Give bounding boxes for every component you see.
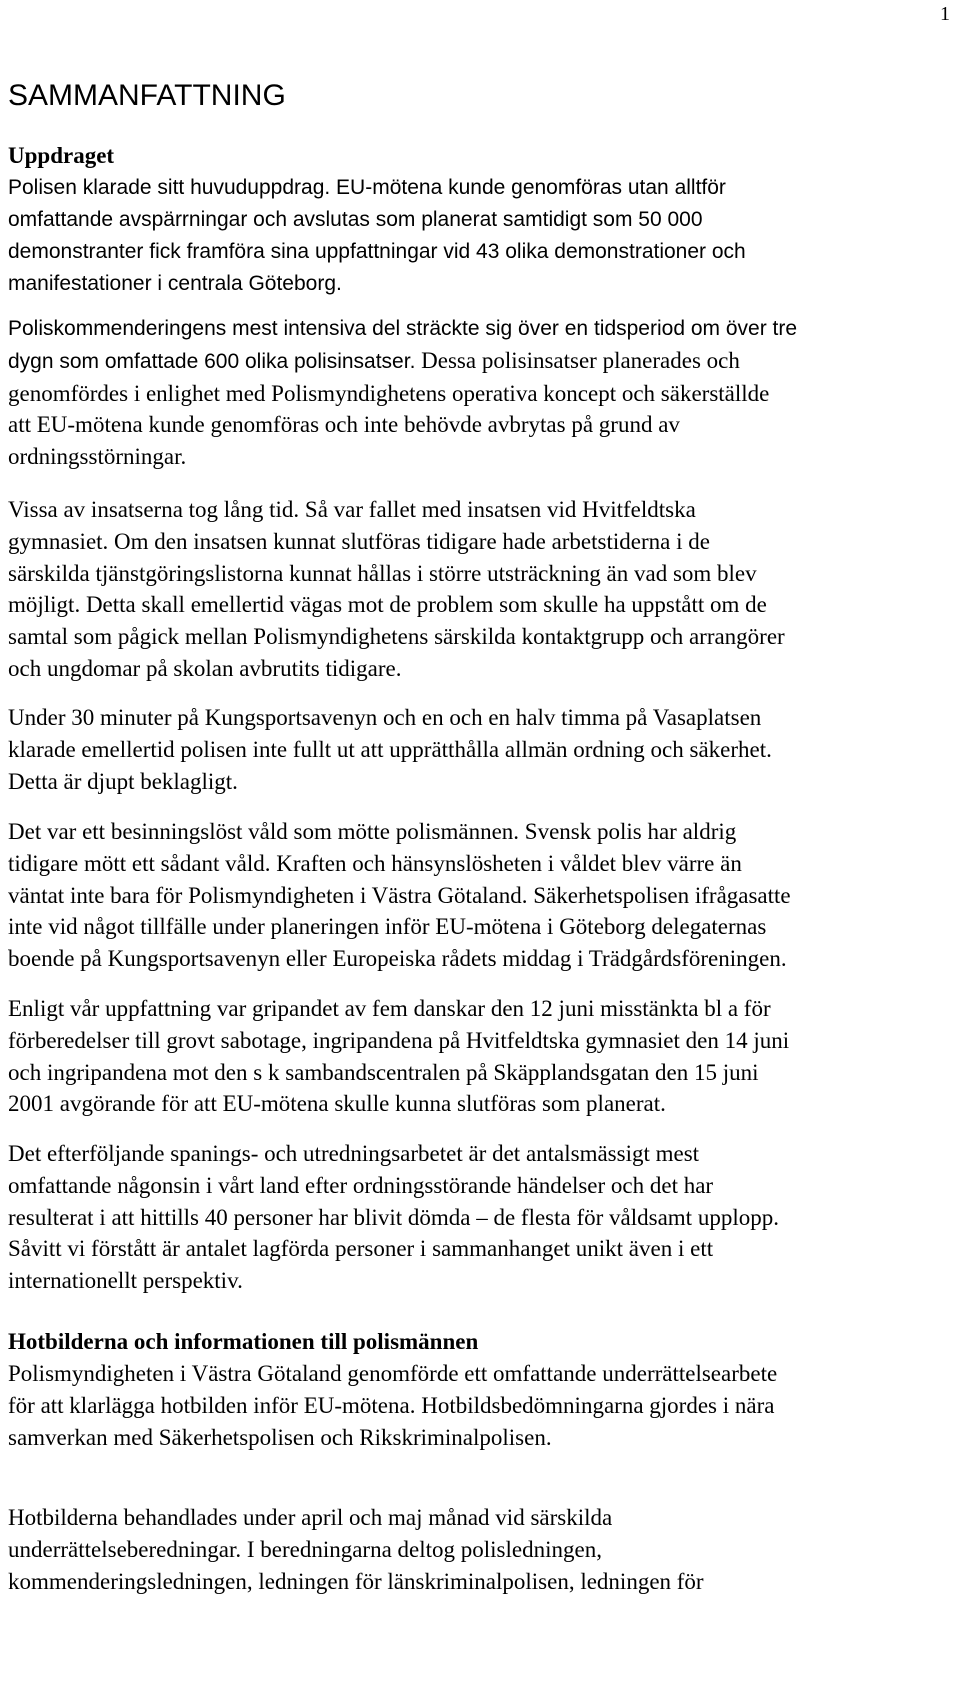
section-hotbilderna [8, 1326, 956, 1453]
text-line [8, 345, 956, 378]
text-line: Poliskommenderingens mest intensiva del sträckte sig över en tidsperiod om över tre [8, 317, 798, 340]
paragraph-beredningar [8, 1502, 956, 1597]
text-line: gymnasiet. Om den insatsen kunnat slutföras tidigare hade arbetstiderna i de [8, 528, 710, 554]
text-line: kommenderingsledningen, ledningen för länskriminalpolisen, ledningen för [8, 1568, 704, 1594]
text-segment: dygn som omfattade 600 olika polisinsatser. [8, 349, 416, 373]
text-line: genomfördes i enlighet med Polismyndighetens operativa koncept och säkerställde [8, 380, 770, 406]
text-line: resulterat i att hittills 40 personer har blivit dömda – de flesta för våldsamt upplopp. [8, 1204, 779, 1230]
text-line: manifestationer i centrala Göteborg. [8, 272, 342, 295]
text-line: 2001 avgörande för att EU-mötena skulle kunna slutföras som planerat. [8, 1091, 666, 1117]
section-uppdraget [8, 140, 956, 300]
text-line: samtal som pågick mellan Polismyndighetens särskilda kontaktgrupp och arrangörer [8, 624, 785, 650]
text-line: och ungdomar på skolan avbrutits tidigare. [8, 655, 402, 681]
text-line: möjligt. Detta skall emellertid vägas mot de problem som skulle ha uppstått om de [8, 592, 767, 618]
text-line: samverkan med Säkerhetspolisen och Rikskriminalpolisen. [8, 1424, 552, 1450]
text-line: omfattande avspärrningar och avslutas som planerat samtidigt som 50 000 [8, 208, 703, 231]
text-line: underrättelseberedningar. I beredningarna deltog polisledningen, [8, 1536, 602, 1562]
paragraph-vald [8, 816, 956, 975]
text-line: Hotbilderna behandlades under april och maj månad vid särskilda [8, 1505, 613, 1530]
text-line: klarade emellertid polisen inte fullt ut att upprätthålla allmän ordning och säkerhet. [8, 736, 772, 762]
text-line: demonstranter fick framföra sina uppfattningar vid 43 olika demonstrationer och [8, 240, 746, 263]
text-line: Polismyndigheten i Västra Götaland genomförde ett omfattande underrättelsearbete [8, 1361, 778, 1386]
text-line: ordningsstörningar. [8, 444, 187, 470]
text-line: tidigare mött ett sådant våld. Kraften och hänsynslösheten i våldet blev värre än [8, 850, 742, 876]
text-line: Detta är djupt beklagligt. [8, 768, 238, 794]
text-line: väntat inte bara för Polismyndigheten i Västra Götaland. Säkerhetspolisen ifrågasatte [8, 882, 791, 908]
text-line: Det var ett besinningslöst våld som mötte polismännen. Svensk polis har aldrig [8, 819, 737, 844]
paragraph-utredning [8, 1138, 956, 1297]
text-line: särskilda tjänstgöringslistorna kunnat hållas i större utsträckning än vad som blev [8, 560, 757, 586]
text-line: Enligt vår uppfattning var gripandet av fem danskar den 12 juni misstänkta bl a för [8, 996, 771, 1021]
text-line: inte vid något tillfälle under planeringen inför EU-mötena i Göteborg delegaternas [8, 914, 767, 940]
paragraph-gripanden [8, 993, 956, 1120]
text-line: Vissa av insatserna tog lång tid. Så var fallet med insatsen vid Hvitfeldtska [8, 497, 696, 522]
text-line: omfattande någonsin i vårt land efter ordningsstörande händelser och det har [8, 1172, 714, 1198]
paragraph-kommendering [8, 313, 956, 473]
text-line: Det efterföljande spanings- och utredningsarbetet är det antalsmässigt mest [8, 1141, 700, 1166]
section-heading-hotbilderna: Hotbilderna och informationen till polismännen [8, 1329, 479, 1354]
text-line: boende på Kungsportsavenyn eller Europeiska rådets middag i Trädgårdsföreningen. [8, 946, 787, 972]
document-title: SAMMANFATTNING [8, 79, 286, 112]
section-heading-uppdraget: Uppdraget [8, 143, 115, 168]
paragraph-kungsportsavenyn [8, 702, 956, 797]
paragraph-uppdraget-intro [8, 172, 956, 300]
text-line: Såvitt vi förstått är antalet lagförda personer i sammanhanget unikt även i ett [8, 1236, 714, 1262]
text-line: Polisen klarade sitt huvuduppdrag. EU-mötena kunde genomföras utan alltför [8, 176, 726, 199]
text-line: Under 30 minuter på Kungsportsavenyn och en och en halv timma på Vasaplatsen [8, 705, 762, 730]
text-line: för att klarlägga hotbilden inför EU-mötena. Hotbildsbedömningarna gjordes i nära [8, 1392, 775, 1418]
text-line: förberedelser till grovt sabotage, ingripandena på Hvitfeldtska gymnasiet den 14 juni [8, 1027, 790, 1053]
text-line: internationellt perspektiv. [8, 1268, 243, 1294]
page-number: 1 [940, 3, 950, 25]
text-line: och ingripandena mot den s k sambandscentralen på Skäpplandsgatan den 15 juni [8, 1059, 759, 1085]
paragraph-hvitfeldtska [8, 494, 956, 685]
text-line: att EU-mötena kunde genomföras och inte behövde avbrytas på grund av [8, 412, 680, 438]
paragraph-underrattelsearbete [8, 1358, 956, 1453]
text-segment: Dessa polisinsatser planerades och [421, 347, 740, 373]
